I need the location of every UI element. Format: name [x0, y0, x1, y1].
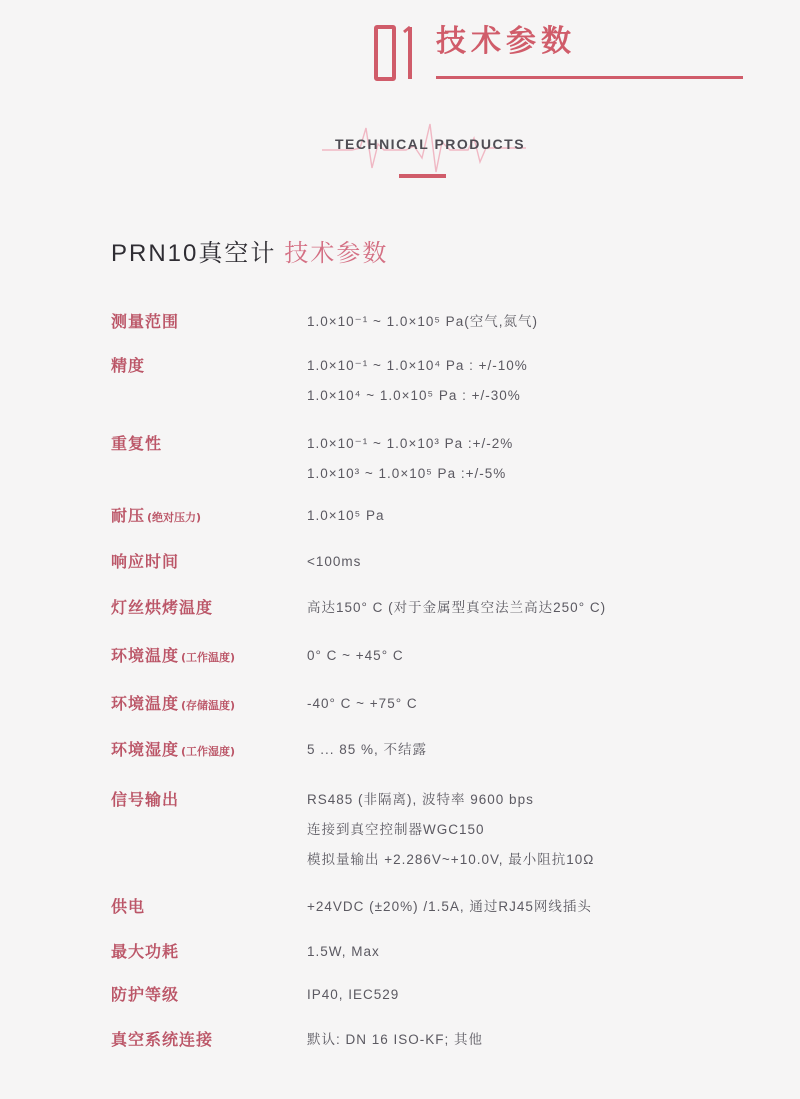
spec-value: 连接到真空控制器WGC150 — [307, 822, 485, 837]
spec-value: RS485 (非隔离), 波特率 9600 bps — [307, 792, 534, 807]
spec-value: 高达150° C (对于金属型真空法兰高达250° C) — [307, 600, 607, 615]
spec-values — [307, 642, 767, 670]
spec-value: +24VDC (±20%) /1.5A, 通过RJ45网线插头 — [307, 899, 592, 914]
spec-label-text: 信号输出 — [111, 790, 180, 809]
section-title — [111, 237, 388, 271]
spec-label — [111, 642, 235, 672]
spec-label — [111, 938, 179, 966]
spec-value: 1.0×10⁻¹ ~ 1.0×10⁵ Pa(空气,氮气) — [307, 314, 538, 329]
spec-values — [307, 430, 767, 488]
spec-label — [111, 893, 145, 921]
spec-label-text: 真空系统连接 — [111, 1030, 214, 1049]
spec-value: 模拟量输出 +2.286V~+10.0V, 最小阻抗10Ω — [307, 852, 595, 867]
sub-heading-underline — [399, 174, 446, 178]
spec-value: 1.0×10⁵ Pa — [307, 508, 385, 523]
spec-values — [307, 502, 767, 530]
spec-label — [111, 430, 162, 458]
spec-values — [307, 981, 767, 1009]
spec-values — [307, 1026, 767, 1054]
section-number-graphic — [374, 24, 420, 82]
spec-value: IP40, IEC529 — [307, 987, 400, 1002]
product-model: PRN10真空计 — [111, 240, 277, 267]
spec-label — [111, 1026, 213, 1054]
header-underline — [436, 76, 743, 79]
spec-value: 1.5W, Max — [307, 944, 380, 959]
spec-label — [111, 308, 179, 336]
spec-label-text: 重复性 — [111, 434, 163, 453]
spec-value: -40° C ~ +75° C — [307, 696, 418, 711]
spec-value: 1.0×10³ ~ 1.0×10⁵ Pa :+/-5% — [307, 466, 507, 481]
spec-label-text: 环境湿度 — [111, 740, 180, 759]
spec-label — [111, 786, 179, 814]
spec-label-text: 响应时间 — [111, 552, 180, 571]
spec-label — [111, 548, 179, 576]
spec-label-text: 最大功耗 — [111, 942, 180, 961]
spec-label — [111, 736, 235, 766]
spec-label-text: 精度 — [111, 356, 146, 375]
spec-label-text: 供电 — [111, 897, 146, 916]
spec-label — [111, 690, 235, 720]
spec-values — [307, 736, 767, 764]
header-title: 技术参数 — [436, 24, 576, 59]
spec-label — [111, 594, 213, 622]
spec-values — [307, 548, 767, 576]
spec-label-text: 灯丝烘烤温度 — [111, 598, 214, 617]
spec-values — [307, 786, 767, 874]
spec-values — [307, 308, 767, 336]
spec-label-note: (存储温度) — [181, 699, 236, 712]
section-title-accent: 技术参数 — [284, 240, 389, 267]
spec-value: 1.0×10⁻¹ ~ 1.0×10³ Pa :+/-2% — [307, 436, 514, 451]
spec-value: 0° C ~ +45° C — [307, 648, 404, 663]
digit-zero — [376, 27, 394, 79]
spec-values — [307, 594, 767, 622]
spec-values — [307, 893, 767, 921]
spec-values — [307, 690, 767, 718]
spec-label — [111, 981, 179, 1009]
spec-label-text: 环境温度 — [111, 694, 180, 713]
spec-label — [111, 502, 201, 532]
spec-label-text: 耐压 — [111, 506, 146, 525]
spec-label-note: (工作湿度) — [181, 745, 236, 758]
spec-label — [111, 352, 145, 380]
spec-label-text: 防护等级 — [111, 985, 180, 1004]
spec-value: <100ms — [307, 554, 362, 569]
spec-label-note: (工作温度) — [181, 651, 236, 664]
spec-values — [307, 352, 767, 410]
spec-label-text: 测量范围 — [111, 312, 180, 331]
spec-label-text: 环境温度 — [111, 646, 180, 665]
spec-label-note: (绝对压力) — [147, 511, 202, 524]
spec-value: 5 ... 85 %, 不结露 — [307, 742, 428, 757]
spec-value: 默认: DN 16 ISO-KF; 其他 — [307, 1032, 484, 1047]
spec-value: 1.0×10⁴ ~ 1.0×10⁵ Pa : +/-30% — [307, 388, 521, 403]
spec-values — [307, 938, 767, 966]
sub-heading: TECHNICAL PRODUCTS — [334, 136, 526, 152]
spec-value: 1.0×10⁻¹ ~ 1.0×10⁴ Pa : +/-10% — [307, 358, 528, 373]
